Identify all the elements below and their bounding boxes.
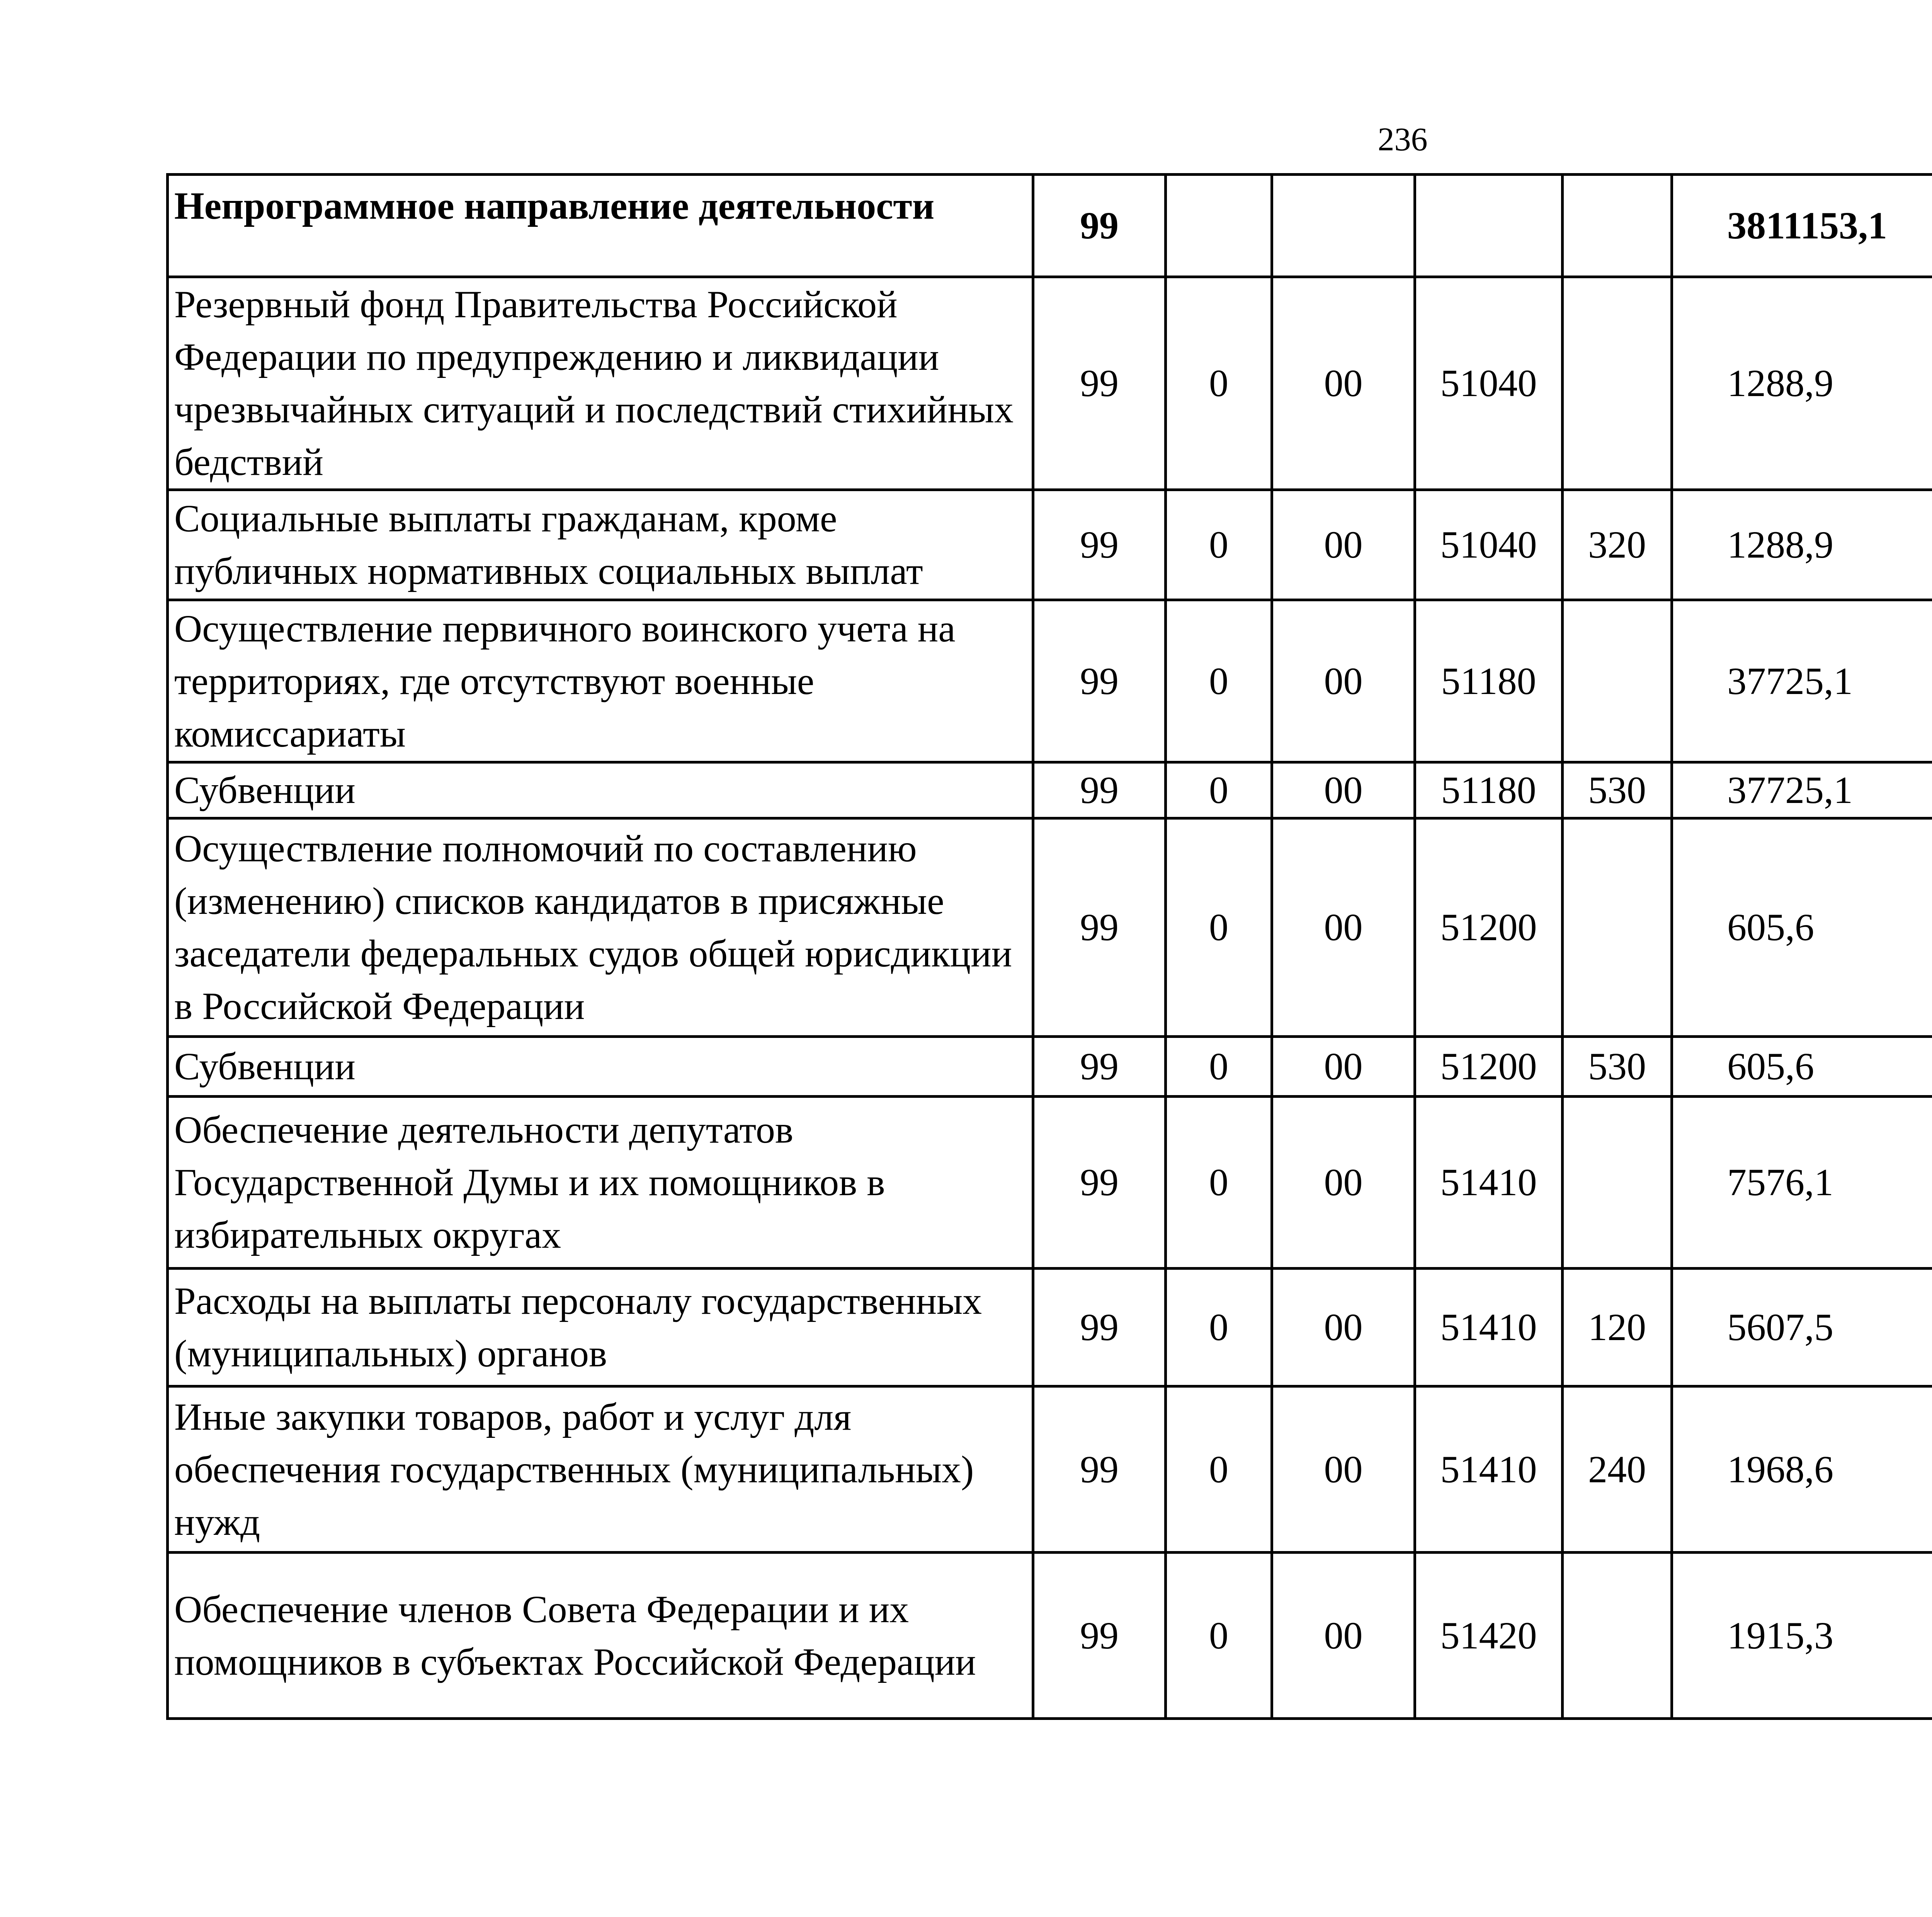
- amount-year-1: 3811153,1: [1672, 175, 1932, 277]
- expense-type-code: 240: [1563, 1386, 1672, 1553]
- subprogram-code: 0: [1166, 818, 1272, 1037]
- amount-year-1: 605,6: [1672, 1037, 1932, 1097]
- row-name: Субвенции: [168, 762, 1033, 818]
- group-code: 00: [1272, 762, 1415, 818]
- direction-code: 51410: [1415, 1269, 1563, 1386]
- program-code: 99: [1033, 1553, 1166, 1719]
- table-row: [168, 277, 1932, 490]
- program-code: 99: [1033, 1386, 1166, 1553]
- direction-code: 51200: [1415, 1037, 1563, 1097]
- row-name: Обеспечение деятельности депутатов Государственной Думы и их помощников в избирательных округах: [168, 1097, 1033, 1269]
- budget-table: [166, 173, 1932, 1720]
- table-row: [168, 1553, 1932, 1719]
- row-name: Обеспечение членов Совета Федерации и их помощников в субъектах Российской Федерации: [168, 1553, 1033, 1719]
- direction-code: 51410: [1415, 1386, 1563, 1553]
- group-code: 00: [1272, 1553, 1415, 1719]
- program-code: 99: [1033, 600, 1166, 762]
- group-code: 00: [1272, 600, 1415, 762]
- subprogram-code: 0: [1166, 1097, 1272, 1269]
- subprogram-code: 0: [1166, 1037, 1272, 1097]
- amount-year-1: 37725,1: [1672, 762, 1932, 818]
- amount-year-1: 1288,9: [1672, 277, 1932, 490]
- row-name: Осуществление полномочий по составлению (изменению) списков кандидатов в присяжные заседатели федеральных судов общей юрисдикции в Российской Федерации: [168, 818, 1033, 1037]
- expense-type-code: 530: [1563, 1037, 1672, 1097]
- row-name: Иные закупки товаров, работ и услуг для обеспечения государственных (муниципальных) нужд: [168, 1386, 1033, 1553]
- program-code: 99: [1033, 490, 1166, 600]
- direction-code: 51420: [1415, 1553, 1563, 1719]
- expense-type-code: 120: [1563, 1269, 1672, 1386]
- table-row: [168, 175, 1932, 277]
- expense-type-code: [1563, 175, 1672, 277]
- expense-type-code: 320: [1563, 490, 1672, 600]
- program-code: 99: [1033, 175, 1166, 277]
- subprogram-code: 0: [1166, 600, 1272, 762]
- table-row: [168, 1097, 1932, 1269]
- program-code: 99: [1033, 1037, 1166, 1097]
- expense-type-code: [1563, 818, 1672, 1037]
- group-code: 00: [1272, 1097, 1415, 1269]
- subprogram-code: 0: [1166, 762, 1272, 818]
- page-number: 236: [1378, 121, 1428, 158]
- row-name: Резервный фонд Правительства Российской Федерации по предупреждению и ликвидации чрезвычайных ситуаций и последствий стихийных бедствий: [168, 277, 1033, 490]
- direction-code: 51200: [1415, 818, 1563, 1037]
- expense-type-code: [1563, 277, 1672, 490]
- table-row: [168, 600, 1932, 762]
- row-name: Расходы на выплаты персоналу государственных (муниципальных) органов: [168, 1269, 1033, 1386]
- amount-year-1: 37725,1: [1672, 600, 1932, 762]
- direction-code: 51180: [1415, 762, 1563, 818]
- table-row: [168, 762, 1932, 818]
- program-code: 99: [1033, 277, 1166, 490]
- program-code: 99: [1033, 762, 1166, 818]
- amount-year-1: 5607,5: [1672, 1269, 1932, 1386]
- amount-year-1: 605,6: [1672, 818, 1932, 1037]
- group-code: 00: [1272, 490, 1415, 600]
- expense-type-code: [1563, 1097, 1672, 1269]
- direction-code: 51180: [1415, 600, 1563, 762]
- subprogram-code: 0: [1166, 1269, 1272, 1386]
- subprogram-code: 0: [1166, 1386, 1272, 1553]
- expense-type-code: 530: [1563, 762, 1672, 818]
- row-name: Осуществление первичного воинского учета на территориях, где отсутствуют военные комиссариаты: [168, 600, 1033, 762]
- group-code: 00: [1272, 1269, 1415, 1386]
- table-row: [168, 1269, 1932, 1386]
- subprogram-code: 0: [1166, 277, 1272, 490]
- group-code: 00: [1272, 1386, 1415, 1553]
- direction-code: [1415, 175, 1563, 277]
- row-name: Субвенции: [168, 1037, 1033, 1097]
- direction-code: 51410: [1415, 1097, 1563, 1269]
- group-code: 00: [1272, 1037, 1415, 1097]
- amount-year-1: 1288,9: [1672, 490, 1932, 600]
- group-code: 00: [1272, 818, 1415, 1037]
- group-code: [1272, 175, 1415, 277]
- program-code: 99: [1033, 1269, 1166, 1386]
- direction-code: 51040: [1415, 490, 1563, 600]
- program-code: 99: [1033, 1097, 1166, 1269]
- amount-year-1: 7576,1: [1672, 1097, 1932, 1269]
- table-row: [168, 818, 1932, 1037]
- table-row: [168, 490, 1932, 600]
- subprogram-code: [1166, 175, 1272, 277]
- row-name: Непрограммное направление деятельности: [168, 175, 1033, 277]
- direction-code: 51040: [1415, 277, 1563, 490]
- expense-type-code: [1563, 1553, 1672, 1719]
- row-name: Социальные выплаты гражданам, кроме публичных нормативных социальных выплат: [168, 490, 1033, 600]
- expense-type-code: [1563, 600, 1672, 762]
- table-row: [168, 1386, 1932, 1553]
- program-code: 99: [1033, 818, 1166, 1037]
- table-row: [168, 1037, 1932, 1097]
- group-code: 00: [1272, 277, 1415, 490]
- subprogram-code: 0: [1166, 490, 1272, 600]
- subprogram-code: 0: [1166, 1553, 1272, 1719]
- amount-year-1: 1968,6: [1672, 1386, 1932, 1553]
- amount-year-1: 1915,3: [1672, 1553, 1932, 1719]
